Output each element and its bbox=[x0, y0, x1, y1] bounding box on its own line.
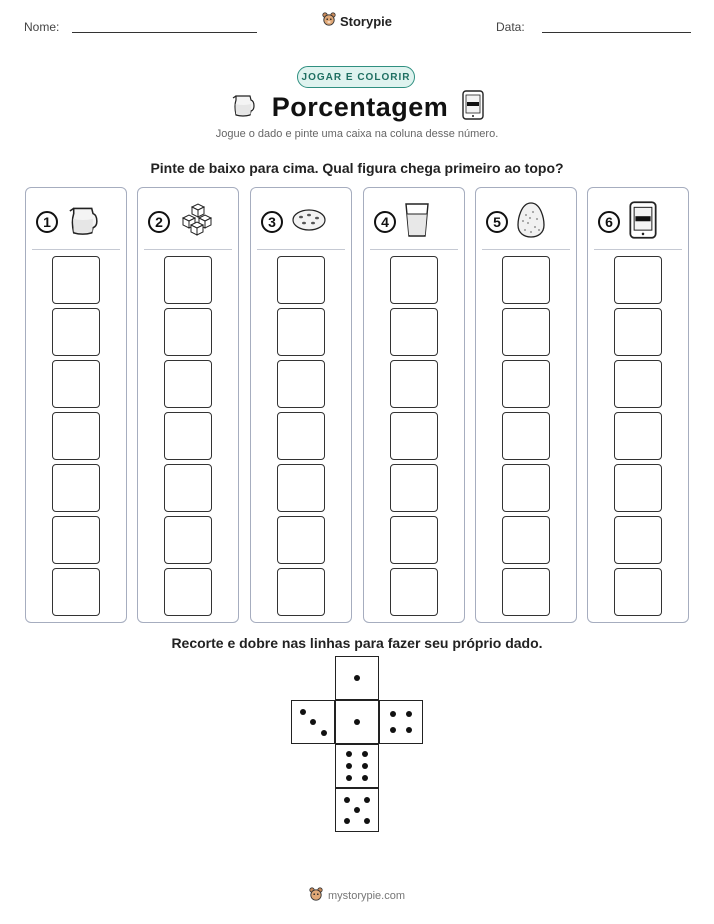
column-header bbox=[36, 202, 118, 242]
brand-logo bbox=[0, 12, 714, 31]
tablet-icon bbox=[628, 201, 658, 244]
die-pip bbox=[390, 727, 396, 733]
color-box[interactable] bbox=[502, 256, 550, 304]
die-face bbox=[335, 788, 379, 832]
column-divider bbox=[257, 249, 345, 250]
footer bbox=[0, 887, 714, 904]
color-box[interactable] bbox=[277, 412, 325, 460]
column-header bbox=[486, 202, 568, 242]
name-line bbox=[72, 32, 257, 33]
page-subtitle: Jogue o dado e pinte uma caixa na coluna desse número. bbox=[215, 128, 499, 140]
column-6 bbox=[587, 187, 689, 623]
name-label: Nome: bbox=[24, 20, 60, 34]
die-pip bbox=[362, 751, 368, 757]
color-box[interactable] bbox=[164, 412, 212, 460]
die-pip bbox=[344, 818, 350, 824]
brand-name: Storypie bbox=[339, 14, 392, 29]
column-number: 1 bbox=[36, 211, 58, 233]
color-box[interactable] bbox=[52, 464, 100, 512]
column-3 bbox=[250, 187, 352, 623]
bear-icon bbox=[322, 12, 336, 31]
glass-icon bbox=[404, 202, 430, 243]
color-box[interactable] bbox=[277, 360, 325, 408]
column-divider bbox=[32, 249, 120, 250]
column-divider bbox=[370, 249, 458, 250]
sugar-cubes-icon bbox=[178, 203, 216, 242]
color-box[interactable] bbox=[502, 360, 550, 408]
die-face bbox=[291, 700, 335, 744]
color-box[interactable] bbox=[164, 516, 212, 564]
page-title: Porcentagem bbox=[271, 92, 449, 122]
color-box[interactable] bbox=[164, 464, 212, 512]
column-header bbox=[374, 202, 456, 242]
die-pip bbox=[362, 775, 368, 781]
die-pip bbox=[354, 807, 360, 813]
column-header bbox=[148, 202, 230, 242]
die-face bbox=[335, 656, 379, 700]
cookie-icon bbox=[291, 207, 327, 238]
color-box[interactable] bbox=[390, 516, 438, 564]
cut-instruction: Recorte e dobre nas linhas para fazer seu próprio dado. bbox=[171, 635, 543, 651]
color-box[interactable] bbox=[390, 464, 438, 512]
column-4 bbox=[363, 187, 465, 623]
die-pip bbox=[321, 730, 327, 736]
color-box[interactable] bbox=[277, 516, 325, 564]
column-2 bbox=[137, 187, 239, 623]
color-box[interactable] bbox=[52, 256, 100, 304]
die-pip bbox=[354, 719, 360, 725]
color-box[interactable] bbox=[502, 568, 550, 616]
die-face bbox=[335, 744, 379, 788]
die-pip bbox=[346, 775, 352, 781]
die-pip bbox=[362, 763, 368, 769]
die-face bbox=[335, 700, 379, 744]
column-1 bbox=[25, 187, 127, 623]
die-pip bbox=[364, 818, 370, 824]
color-box[interactable] bbox=[277, 568, 325, 616]
color-box[interactable] bbox=[164, 308, 212, 356]
color-box[interactable] bbox=[614, 412, 662, 460]
egg-icon bbox=[516, 201, 546, 244]
column-divider bbox=[594, 249, 682, 250]
footer-url: mystorypie.com bbox=[327, 889, 406, 902]
color-box[interactable] bbox=[277, 256, 325, 304]
date-line bbox=[542, 32, 691, 33]
color-box[interactable] bbox=[502, 308, 550, 356]
activity-badge: JOGAR E COLORIR bbox=[297, 66, 415, 88]
die-pip bbox=[364, 797, 370, 803]
tablet-icon bbox=[462, 90, 484, 125]
bear-icon bbox=[309, 887, 323, 904]
color-box[interactable] bbox=[390, 412, 438, 460]
die-pip bbox=[300, 709, 306, 715]
column-divider bbox=[144, 249, 232, 250]
color-box[interactable] bbox=[52, 516, 100, 564]
color-box[interactable] bbox=[390, 308, 438, 356]
color-box[interactable] bbox=[502, 412, 550, 460]
color-box[interactable] bbox=[502, 464, 550, 512]
color-box[interactable] bbox=[52, 412, 100, 460]
color-box[interactable] bbox=[277, 464, 325, 512]
color-box[interactable] bbox=[614, 516, 662, 564]
column-header bbox=[261, 202, 343, 242]
column-5 bbox=[475, 187, 577, 623]
die-pip bbox=[406, 711, 412, 717]
color-box[interactable] bbox=[52, 360, 100, 408]
column-number: 6 bbox=[598, 211, 620, 233]
die-pip bbox=[406, 727, 412, 733]
color-box[interactable] bbox=[277, 308, 325, 356]
color-box[interactable] bbox=[614, 568, 662, 616]
color-box[interactable] bbox=[502, 516, 550, 564]
column-number: 5 bbox=[486, 211, 508, 233]
column-number: 2 bbox=[148, 211, 170, 233]
date-label: Data: bbox=[496, 20, 525, 34]
color-box[interactable] bbox=[52, 308, 100, 356]
die-pip bbox=[344, 797, 350, 803]
color-box[interactable] bbox=[390, 360, 438, 408]
column-divider bbox=[482, 249, 570, 250]
color-box[interactable] bbox=[614, 308, 662, 356]
color-box[interactable] bbox=[164, 360, 212, 408]
color-box[interactable] bbox=[390, 256, 438, 304]
die-pip bbox=[354, 675, 360, 681]
die-pip bbox=[346, 763, 352, 769]
color-instruction: Pinte de baixo para cima. Qual figura chega primeiro ao topo? bbox=[150, 160, 564, 176]
color-box[interactable] bbox=[390, 568, 438, 616]
color-box[interactable] bbox=[52, 568, 100, 616]
column-header bbox=[598, 202, 680, 242]
pitcher-icon bbox=[66, 202, 102, 243]
die-pip bbox=[310, 719, 316, 725]
color-box[interactable] bbox=[614, 256, 662, 304]
color-box[interactable] bbox=[164, 256, 212, 304]
die-pip bbox=[390, 711, 396, 717]
color-box[interactable] bbox=[614, 464, 662, 512]
color-box[interactable] bbox=[164, 568, 212, 616]
pitcher-icon bbox=[230, 92, 258, 123]
color-box[interactable] bbox=[614, 360, 662, 408]
die-pip bbox=[346, 751, 352, 757]
die-face bbox=[379, 700, 423, 744]
column-number: 4 bbox=[374, 211, 396, 233]
column-number: 3 bbox=[261, 211, 283, 233]
